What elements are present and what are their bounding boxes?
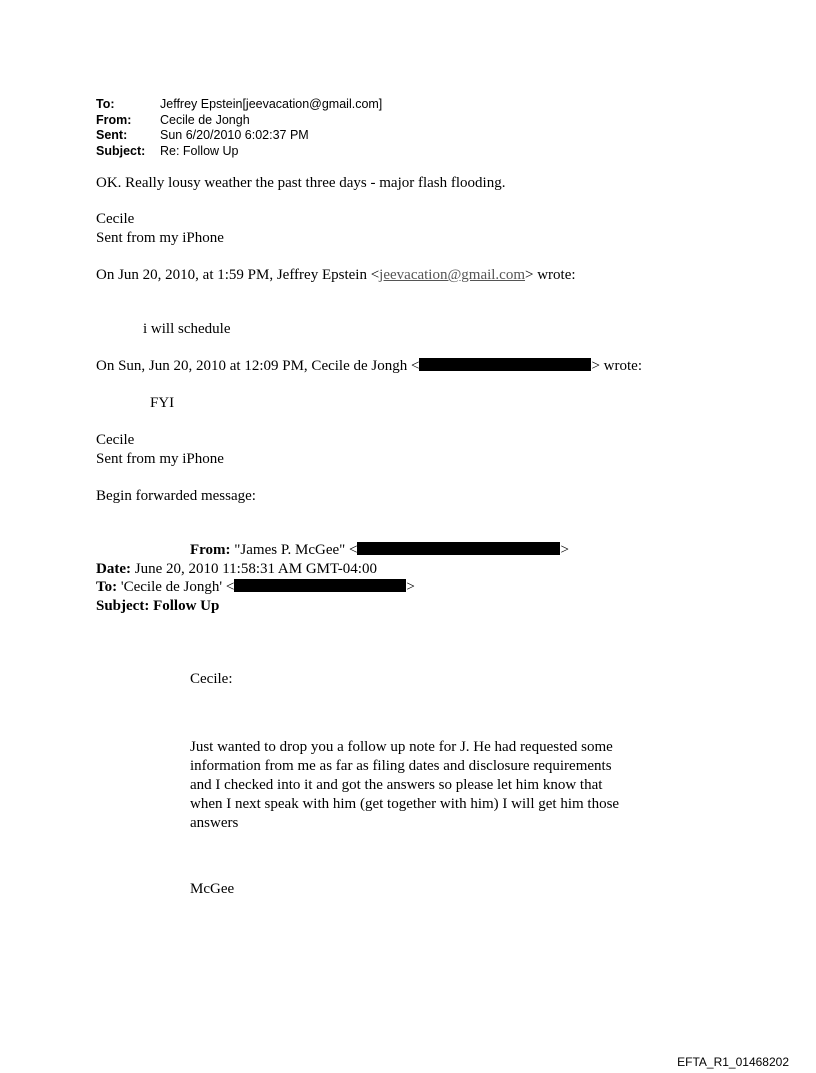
quote2-intro [96, 357, 642, 376]
redaction-bar [419, 358, 591, 371]
reply-sig-name: Cecile [96, 211, 135, 227]
redaction-bar [234, 579, 406, 592]
fwd-to-value: 'Cecile de Jongh' < [117, 579, 235, 595]
quote2-intro-post: > wrote: [591, 358, 642, 374]
header-sent-label: Sent: [96, 128, 128, 142]
fwd-subject-label: Subject: Follow Up [96, 598, 220, 614]
fwd-body-text: Just wanted to drop you a follow up note for J. He had requested some information from me as far as filing dates and disclosure requirements and I checked into it and got the answers so please let him know that when I next speak with him (get together with him) I will get him those answers [190, 739, 620, 831]
header-from-row [96, 113, 382, 129]
fwd-date-row [96, 560, 377, 579]
fwd-from-row [190, 541, 569, 560]
fwd-from-label: From: [190, 542, 231, 558]
header-sent-value: Sun 6/20/2010 6:02:37 PM [160, 128, 309, 142]
fwd-date-label: Date: [96, 561, 131, 577]
quote2-intro-pre: On Sun, Jun 20, 2010 at 12:09 PM, Cecile de Jongh < [96, 358, 420, 374]
header-from-label: From: [96, 112, 132, 127]
quote1-email-link[interactable]: jeevacation@gmail.com [379, 267, 526, 283]
fwd-greeting: Cecile: [190, 671, 233, 687]
quote2-body: FYI [150, 395, 175, 411]
document-id: EFTA_R1_01468202 [677, 1055, 789, 1069]
header-from-value: Cecile de Jongh [160, 112, 250, 127]
quote1-body: i will schedule [143, 321, 231, 337]
header-subject-row [96, 144, 382, 160]
email-header [96, 97, 382, 159]
fwd-to-close: > [406, 579, 415, 595]
quote1-intro-post: > wrote: [525, 267, 576, 283]
reply-sig-device: Sent from my iPhone [96, 230, 224, 246]
quote1-intro-pre: On Jun 20, 2010, at 1:59 PM, Jeffrey Epstein < [96, 267, 380, 283]
header-sent-row [96, 128, 382, 144]
fwd-date-value: June 20, 2010 11:58:31 AM GMT-04:00 [130, 561, 377, 577]
fwd-from-close: > [560, 542, 569, 558]
fwd-signoff: McGee [190, 881, 235, 897]
forward-note: Begin forwarded message: [96, 488, 256, 504]
quote1-intro [96, 266, 576, 285]
fwd-body [190, 738, 630, 833]
header-subject-label: Subject: [96, 143, 146, 158]
header-subject-value: Re: Follow Up [160, 143, 239, 158]
header-to-value: Jeffrey Epstein[jeevacation@gmail.com] [160, 97, 383, 111]
header-to-row [96, 97, 382, 113]
reply-body: OK. Really lousy weather the past three days - major flash flooding. [96, 175, 506, 191]
header-to-label: To: [96, 97, 115, 111]
fwd-from-value: "James P. McGee" < [230, 542, 358, 558]
fwd-subject-row [96, 597, 219, 616]
fwd-to-row [96, 578, 415, 597]
quote2-sig-name: Cecile [96, 432, 135, 448]
redaction-bar [357, 542, 560, 555]
quote2-sig-device: Sent from my iPhone [96, 451, 224, 467]
fwd-to-label: To: [96, 579, 118, 595]
